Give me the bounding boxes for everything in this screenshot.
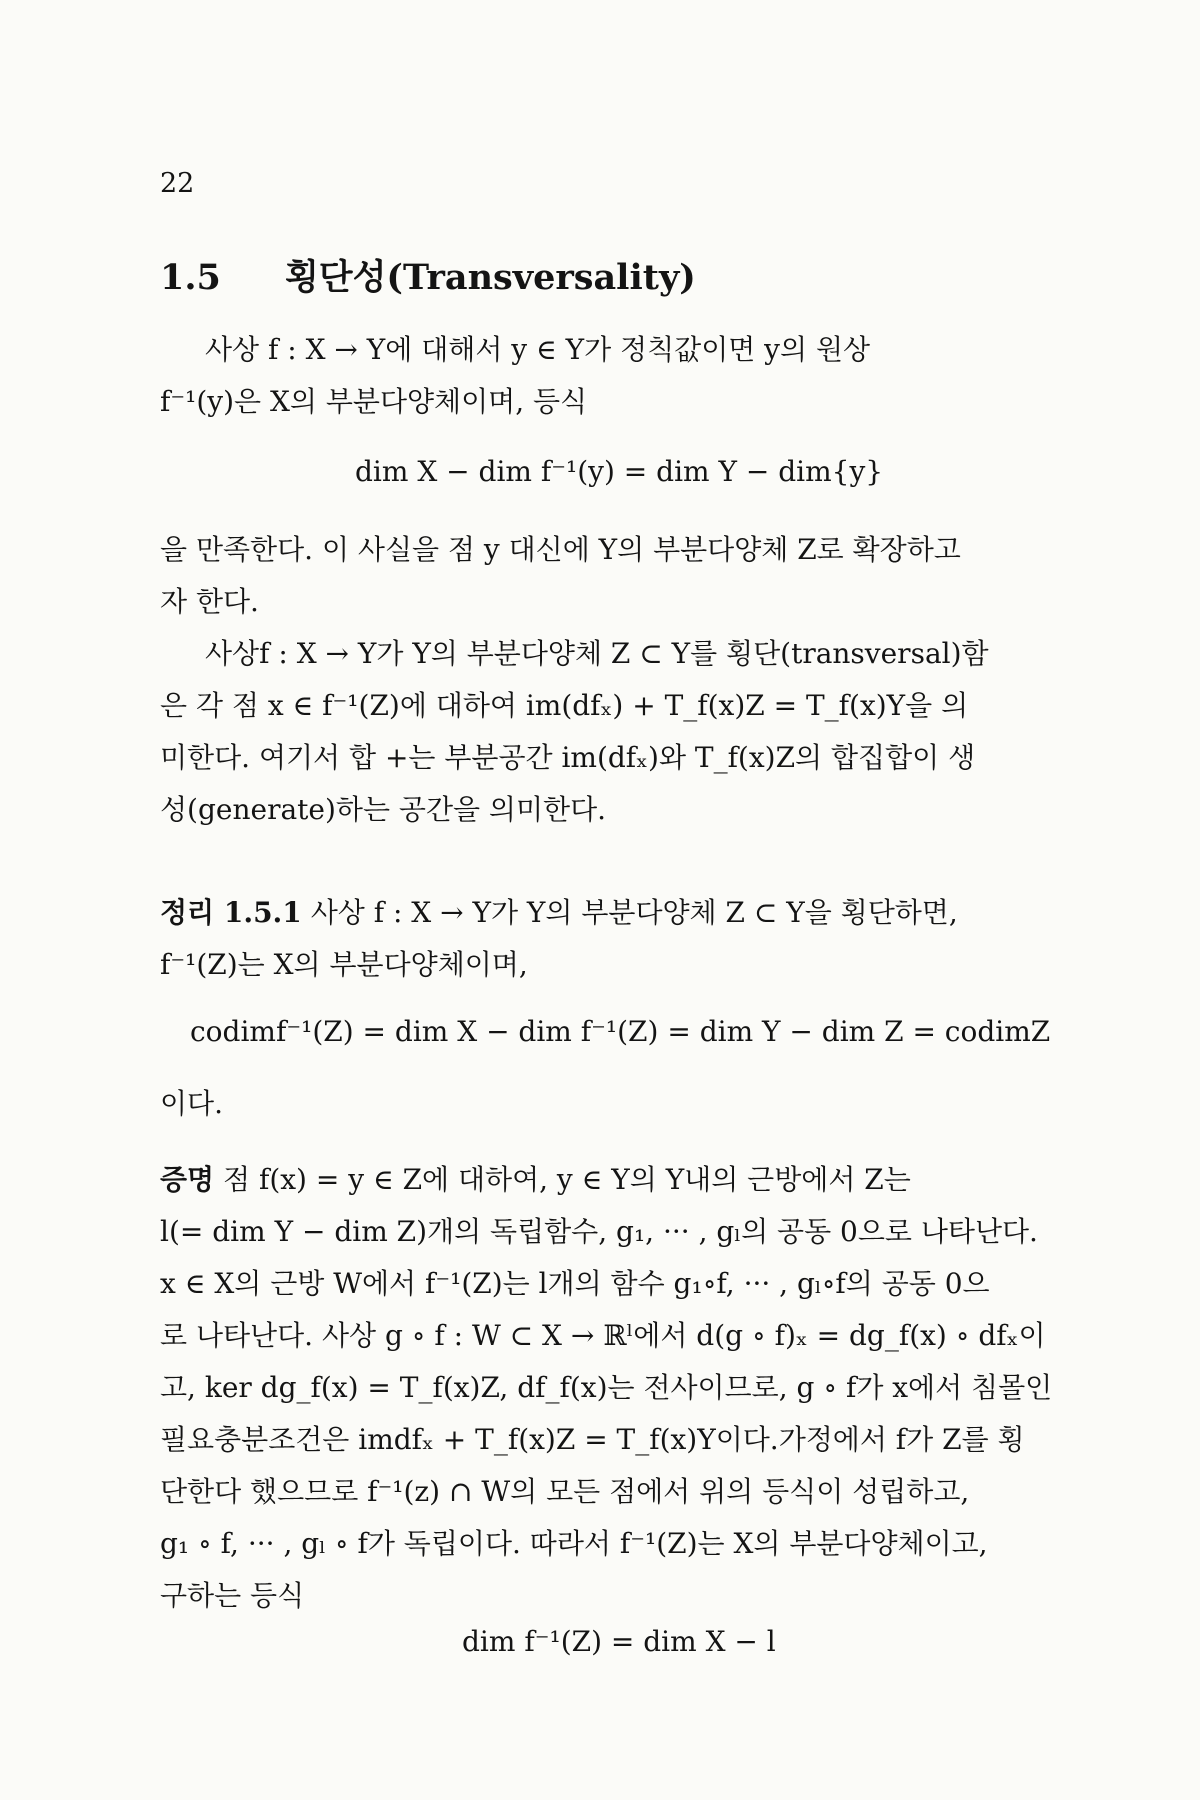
proof-text-1: 점 f(x) = y ∈ Z에 대하여, y ∈ Y의 Y내의 근방에서 Z는 xyxy=(223,1163,911,1196)
intro-line-2: f⁻¹(y)은 X의 부분다양체이며, 등식 xyxy=(160,385,588,418)
theorem-line-1 xyxy=(160,893,958,933)
intro-equation: dim X − dim f⁻¹(y) = dim Y − dim{y} xyxy=(355,455,884,488)
proof-line-2: l(= dim Y − dim Z)개의 독립함수, g₁, ··· , gₗ의 공동 0으로 나타난다. xyxy=(160,1215,1038,1248)
proof-line-4: 로 나타난다. 사상 g ∘ f : W ⊂ X → ℝˡ에서 d(g ∘ f)ₓ = dg_f(x) ∘ dfₓ이 xyxy=(160,1319,1046,1352)
theorem-line-2: f⁻¹(Z)는 X의 부분다양체이며, xyxy=(160,948,528,981)
intro-line-1: 사상 f : X → Y에 대해서 y ∈ Y가 정칙값이면 y의 원상 xyxy=(205,333,871,366)
proof-line-7: 단한다 했으므로 f⁻¹(z) ∩ W의 모든 점에서 위의 등식이 성립하고, xyxy=(160,1475,970,1508)
proof-equation: dim f⁻¹(Z) = dim X − l xyxy=(462,1625,776,1658)
definition-line-1: 사상f : X → Y가 Y의 부분다양체 Z ⊂ Y를 횡단(transversal)함 xyxy=(205,637,989,670)
proof-line-6: 필요충분조건은 imdfₓ + T_f(x)Z = T_f(x)Y이다.가정에서 f가 Z를 횡 xyxy=(160,1423,1025,1456)
definition-line-4: 성(generate)하는 공간을 의미한다. xyxy=(160,793,607,826)
theorem-text-1: 사상 f : X → Y가 Y의 부분다양체 Z ⊂ Y을 횡단하면, xyxy=(310,896,958,929)
page-number: 22 xyxy=(160,168,195,199)
theorem-line-3: 이다. xyxy=(160,1087,223,1120)
proof-line-3: x ∈ X의 근방 W에서 f⁻¹(Z)는 l개의 함수 g₁∘f, ··· , gₗ∘f의 공동 0으 xyxy=(160,1267,990,1300)
proof-line-8: g₁ ∘ f, ··· , gₗ ∘ f가 독립이다. 따라서 f⁻¹(Z)는 X의 부분다양체이고, xyxy=(160,1527,988,1560)
intro-line-4: 자 한다. xyxy=(160,585,259,618)
intro-line-3: 을 만족한다. 이 사실을 점 y 대신에 Y의 부분다양체 Z로 확장하고 xyxy=(160,533,961,566)
proof-line-1 xyxy=(160,1160,911,1200)
section-number: 1.5 xyxy=(160,257,221,298)
theorem-equation: codimf⁻¹(Z) = dim X − dim f⁻¹(Z) = dim Y − dim Z = codimZ xyxy=(190,1015,1051,1048)
theorem-label: 정리 1.5.1 xyxy=(160,896,302,929)
proof-line-9: 구하는 등식 xyxy=(160,1579,305,1612)
proof-label: 증명 xyxy=(160,1163,215,1196)
section-title: 횡단성(Transversality) xyxy=(285,257,696,298)
definition-line-2: 은 각 점 x ∈ f⁻¹(Z)에 대하여 im(dfₓ) + T_f(x)Z = T_f(x)Y을 의 xyxy=(160,689,969,722)
section-heading xyxy=(160,250,696,300)
proof-line-5: 고, ker dg_f(x) = T_f(x)Z, df_f(x)는 전사이므로, g ∘ f가 x에서 침몰인 xyxy=(160,1371,1053,1404)
definition-line-3: 미한다. 여기서 합 +는 부분공간 im(dfₓ)와 T_f(x)Z의 합집합이 생 xyxy=(160,741,976,774)
